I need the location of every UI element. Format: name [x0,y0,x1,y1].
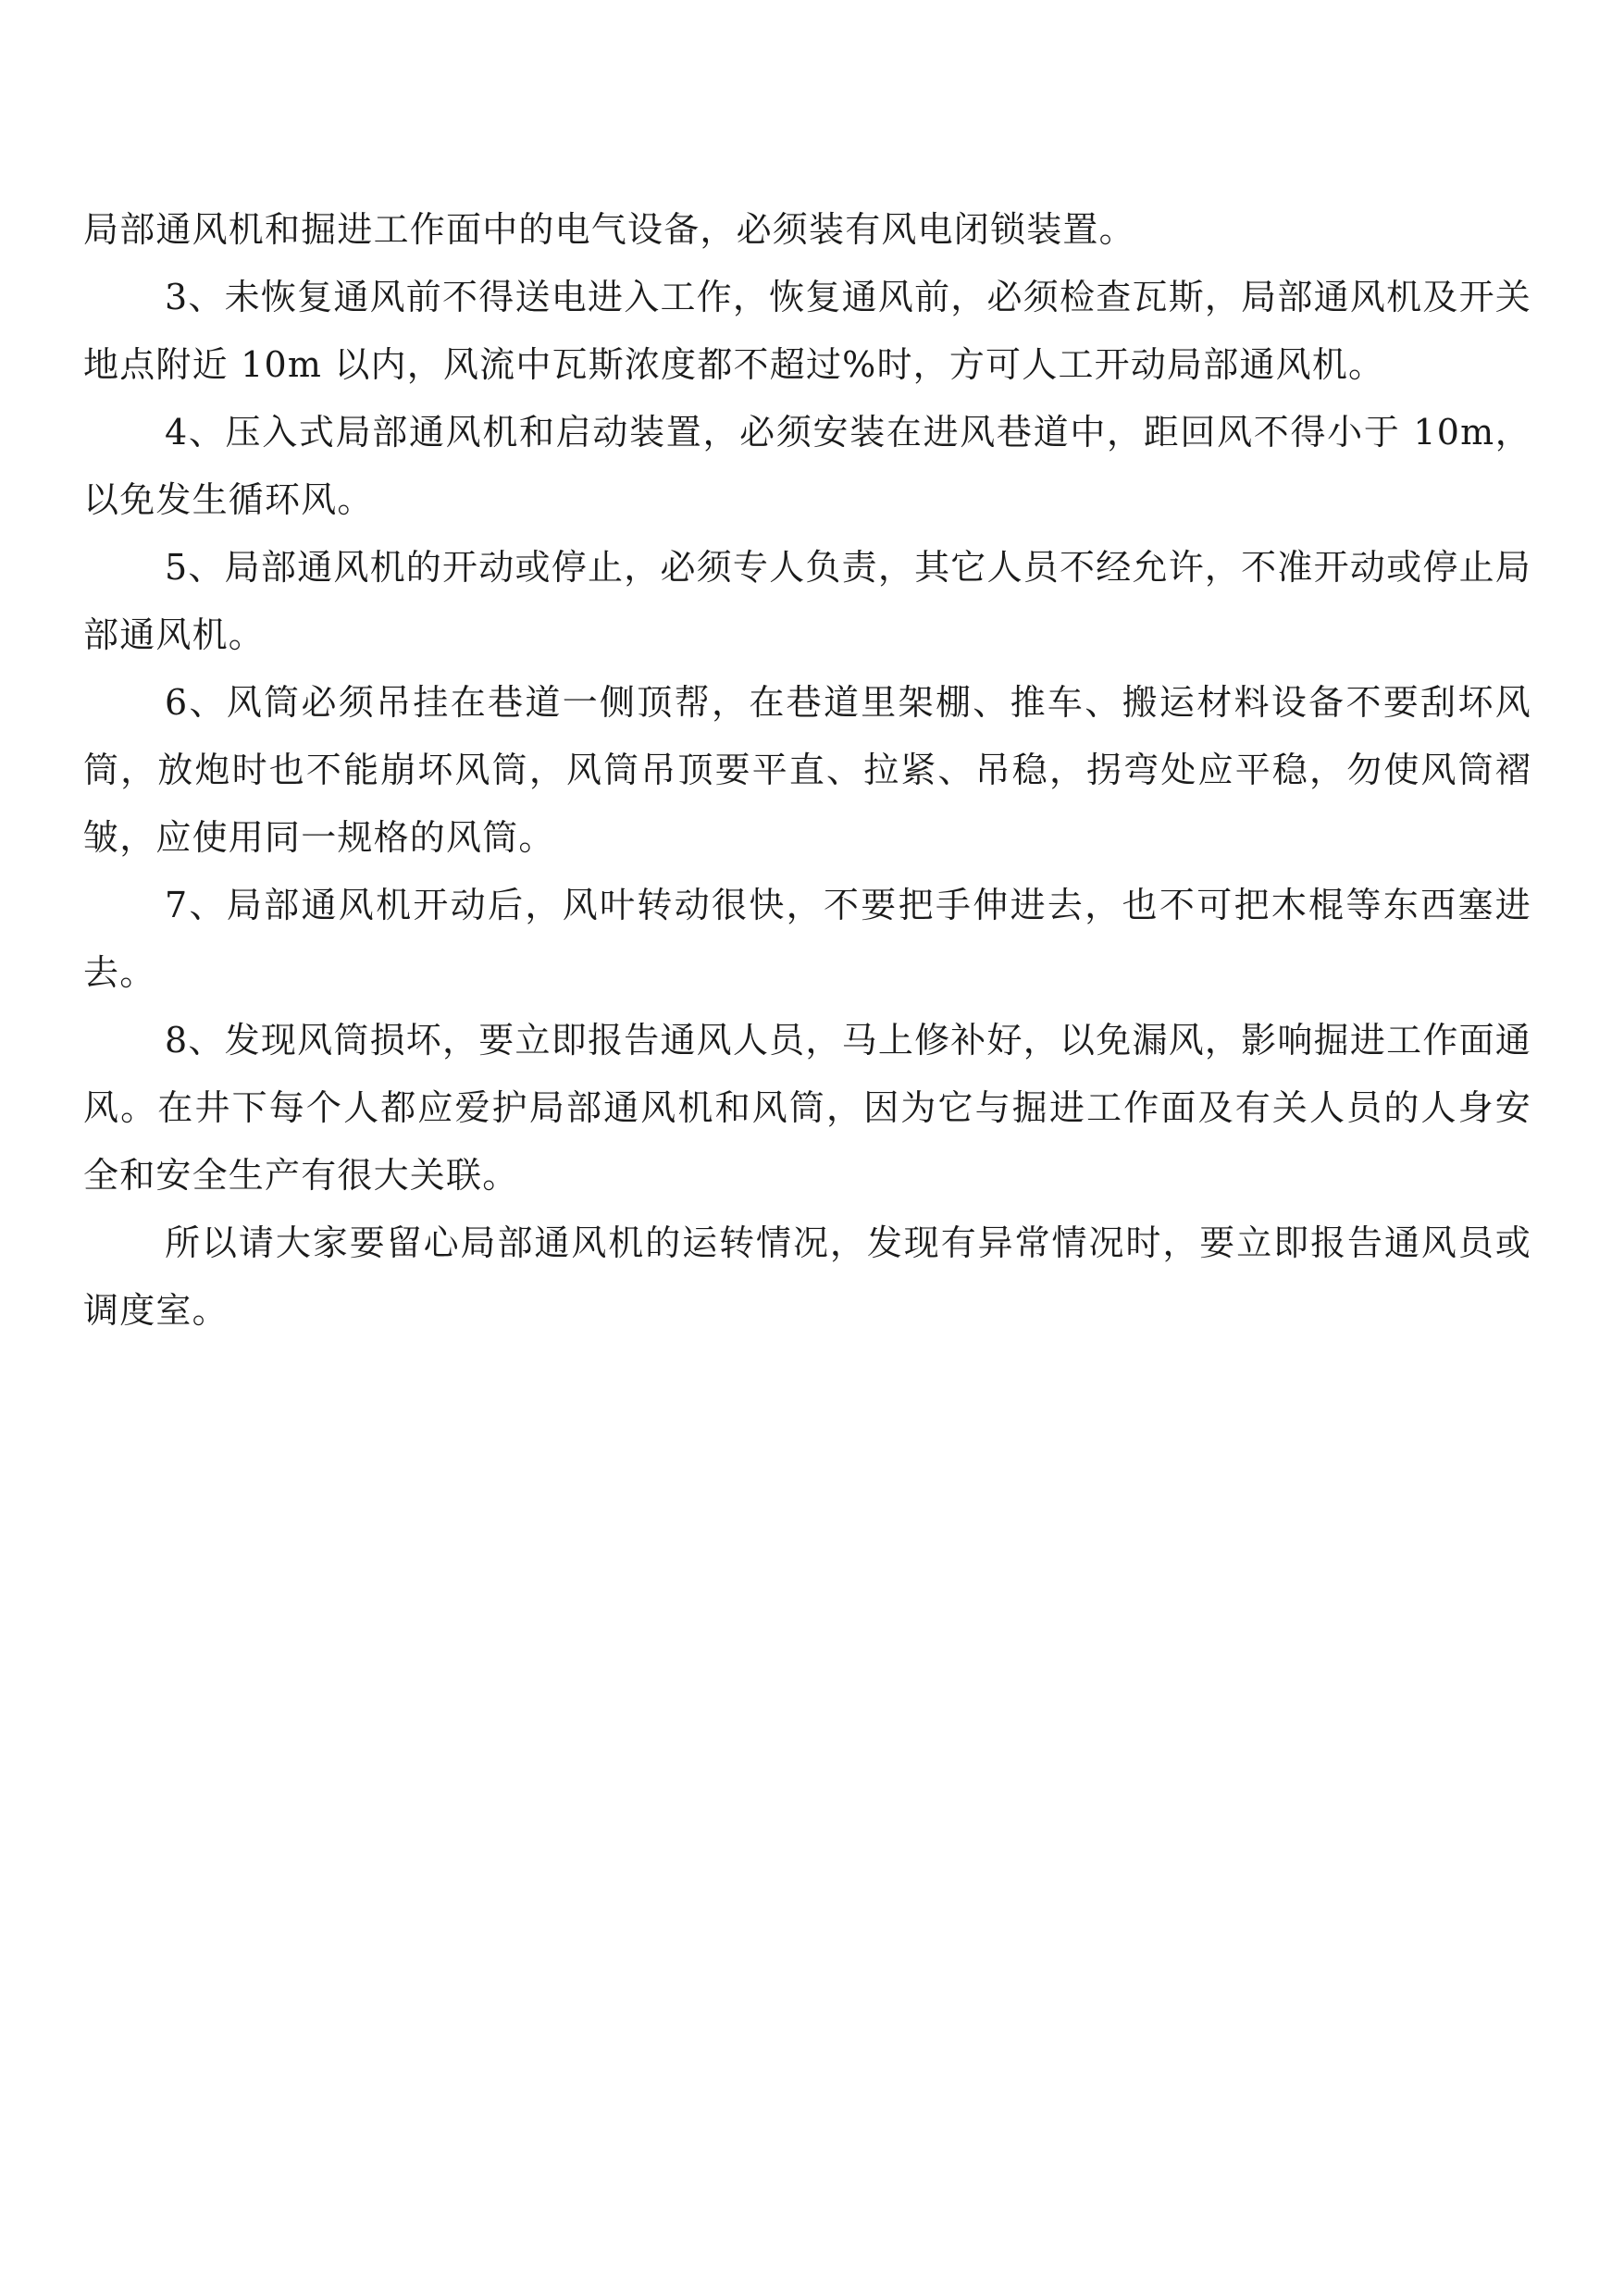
paragraph-item-6: 6、风筒必须吊挂在巷道一侧顶帮，在巷道里架棚、推车、搬运材料设备不要刮坏风筒，放炮时也不能崩坏风筒，风筒吊顶要平直、拉紧、吊稳，拐弯处应平稳，勿使风筒褶皱，应使用同一规格的风筒。 [83,682,1531,858]
paragraph-conclusion: 所以请大家要留心局部通风机的运转情况，发现有异常情况时，要立即报告通风员或调度室。 [83,1222,1531,1331]
paragraph-item-5: 5、局部通风机的开动或停止，必须专人负责，其它人员不经允许，不准开动或停止局部通风机。 [83,547,1531,655]
paragraph-continued: 局部通风机和掘进工作面中的电气设备，必须装有风电闭锁装置。 [83,209,1135,250]
paragraph-item-8: 8、发现风筒损坏，要立即报告通风人员，马上修补好，以免漏风，影响掘进工作面通风。在井下每个人都应爱护局部通风机和风筒，因为它与掘进工作面及有关人员的人身安全和安全生产有很大关联。 [83,1020,1531,1196]
paragraph-item-4: 4、压入式局部通风机和启动装置，必须安装在进风巷道中，距回风不得小于 10m，以免发生循环风。 [83,412,1531,520]
paragraph-item-3: 3、未恢复通风前不得送电进入工作，恢复通风前，必须检查瓦斯，局部通风机及开关地点附近 10m 以内，风流中瓦斯浓度都不超过%时，方可人工开动局部通风机。 [83,277,1531,385]
document-page [83,196,1531,1345]
paragraph-item-7: 7、局部通风机开动后，风叶转动很快，不要把手伸进去，也不可把木棍等东西塞进去。 [83,885,1531,993]
